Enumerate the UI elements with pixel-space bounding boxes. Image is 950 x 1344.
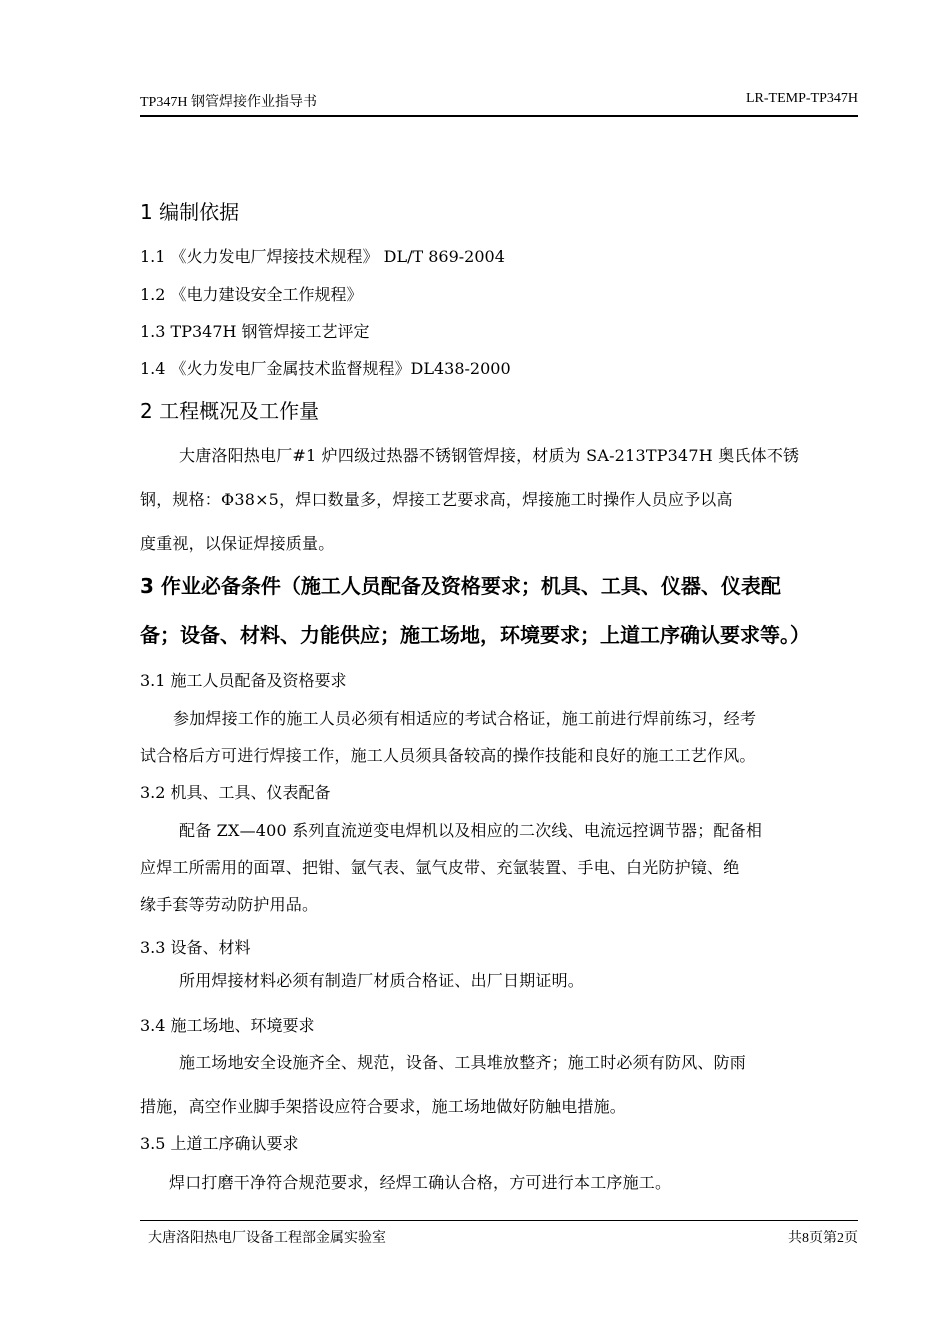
section-1-title: 1 编制依据 (140, 200, 240, 224)
section-3-title-line: 备；设备、材料、力能供应；施工场地，环境要求；上道工序确认要求等。） (140, 623, 810, 647)
footer-organization: 大唐洛阳热电厂设备工程部金属实验室 (148, 1231, 386, 1246)
subsection-3-4-title: 3.4 施工场地、环境要求 (140, 1016, 315, 1035)
section-1-item: 1.1 《火力发电厂焊接技术规程》 DL/T 869-2004 (140, 247, 505, 266)
section-1-item: 1.4 《火力发电厂金属技术监督规程》DL438-2000 (140, 359, 511, 378)
section-2-paragraph-line: 大唐洛阳热电厂#1 炉四级过热器不锈钢管焊接，材质为 SA-213TP347H 奥氏体不锈 (179, 446, 800, 465)
subsection-3-4-line: 施工场地安全设施齐全、规范，设备、工具堆放整齐；施工时必须有防风、防雨 (179, 1053, 747, 1072)
subsection-3-5-title: 3.5 上道工序确认要求 (140, 1134, 299, 1153)
header-rule (140, 115, 858, 117)
subsection-3-1-line: 试合格后方可进行焊接工作，施工人员须具备较高的操作技能和良好的施工工艺作风。 (140, 746, 756, 765)
subsection-3-2-line: 缘手套等劳动防护用品。 (140, 895, 319, 914)
subsection-3-3-line: 所用焊接材料必须有制造厂材质合格证、出厂日期证明。 (179, 971, 585, 990)
section-2-title: 2 工程概况及工作量 (140, 399, 320, 423)
section-2-paragraph-line: 度重视，以保证焊接质量。 (140, 534, 335, 553)
section-1-item: 1.2 《电力建设安全工作规程》 (140, 285, 363, 304)
subsection-3-5-line: 焊口打磨干净符合规范要求，经焊工确认合格，方可进行本工序施工。 (169, 1173, 672, 1192)
subsection-3-2-line: 应焊工所需用的面罩、把钳、氩气表、氩气皮带、充氩装置、手电、白光防护镜、绝 (140, 858, 740, 877)
header-title: TP347H 钢管焊接作业指导书 (140, 95, 317, 110)
header-doc-code: LR-TEMP-TP347H (746, 91, 858, 106)
subsection-3-4-line: 措施，高空作业脚手架搭设应符合要求，施工场地做好防触电措施。 (140, 1097, 627, 1116)
footer-page-number: 共8页第2页 (788, 1231, 858, 1246)
footer-rule (140, 1220, 858, 1221)
section-1-item: 1.3 TP347H 钢管焊接工艺评定 (140, 322, 370, 341)
subsection-3-3-title: 3.3 设备、材料 (140, 938, 251, 957)
section-3-title-line: 3 作业必备条件（施工人员配备及资格要求；机具、工具、仪器、仪表配 (140, 574, 781, 598)
subsection-3-2-line: 配备 ZX—400 系列直流逆变电焊机以及相应的二次线、电流远控调节器；配备相 (179, 821, 763, 840)
subsection-3-1-line: 参加焊接工作的施工人员必须有相适应的考试合格证，施工前进行焊前练习，经考 (173, 709, 757, 728)
subsection-3-1-title: 3.1 施工人员配备及资格要求 (140, 671, 347, 690)
section-2-paragraph-line: 钢，规格：Φ38×5，焊口数量多，焊接工艺要求高，焊接施工时操作人员应予以高 (140, 490, 733, 509)
subsection-3-2-title: 3.2 机具、工具、仪表配备 (140, 783, 331, 802)
